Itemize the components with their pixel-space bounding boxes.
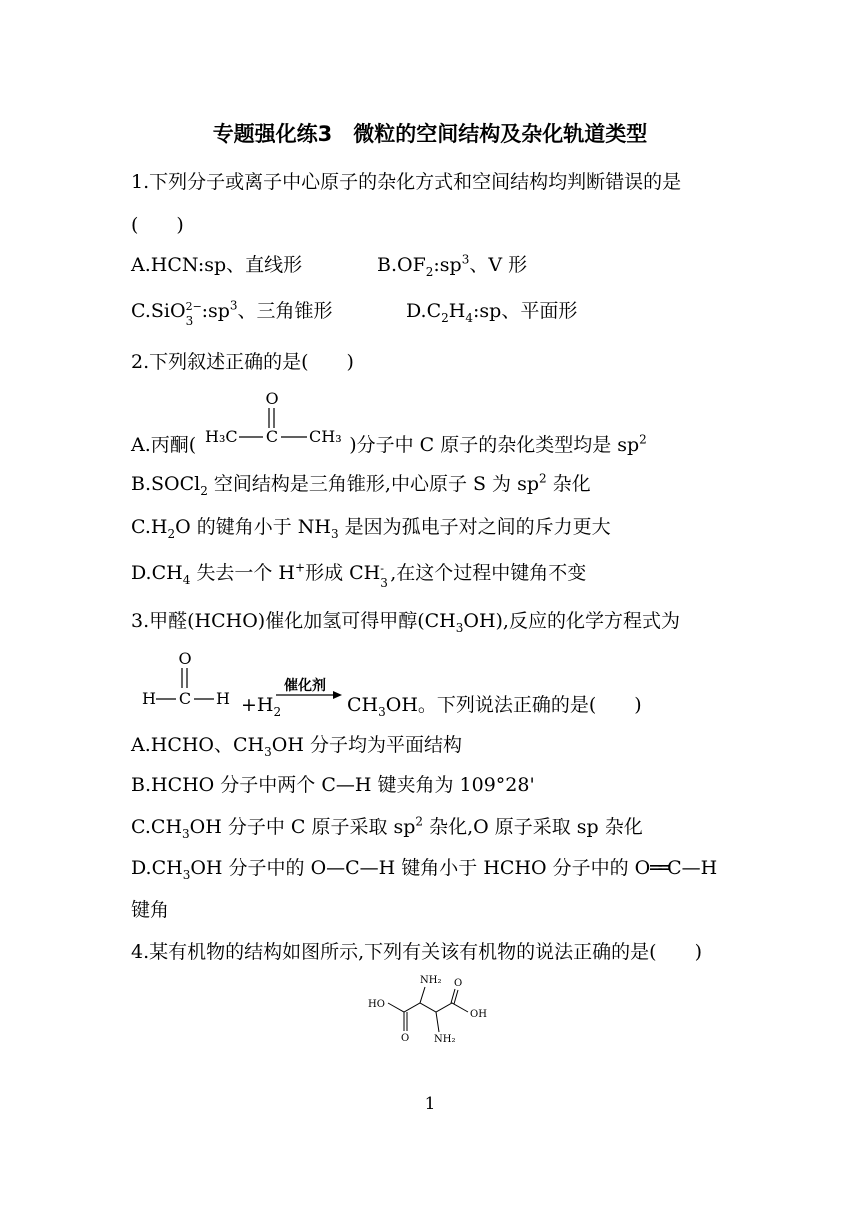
formaldehyde-c: C: [178, 689, 192, 708]
formaldehyde-h-left: H: [142, 689, 156, 708]
q3-equation-product: $CH_3OH$。下列说法正确的是( ): [347, 694, 642, 719]
oh-group: OH: [470, 1009, 487, 1020]
q3-option-b: B.HCHO 分子中两个 C—H 键夹角为 109°28': [131, 774, 535, 796]
q1-answer-paren: ( ): [131, 214, 184, 236]
carbonyl-o-left: O: [401, 1033, 410, 1044]
reaction-arrow: [276, 689, 344, 701]
page-number: 1: [424, 1094, 436, 1114]
q2-option-d: $D.CH_4$ 失去一个 H+形成 CH - 3 ,在这个过程中键角不变: [131, 560, 587, 590]
nh2-bottom: NH₂: [434, 1034, 456, 1045]
formaldehyde-structure: [138, 648, 238, 710]
q3-option-a: A.HCHO、$CH_3OH$ 分子均为平面结构: [131, 734, 462, 759]
ho-group: HO: [368, 999, 385, 1010]
q3-option-d: $D.CH_3OH$ 分子中的 O—C—H 键角小于 HCHO 分子中的 O══C—H: [131, 857, 718, 882]
q2-stem: 2.下列叙述正确的是( ): [131, 351, 354, 373]
acetone-c: C: [265, 427, 279, 446]
q1-option-a: A.HCN:sp、直线形: [131, 254, 303, 276]
q3-equation-h2: $+H_2$: [241, 694, 282, 719]
acetone-ch3: CH₃: [309, 427, 342, 446]
q1-option-c: C.SiO 2− 3 $:sp^3$、三角锥形: [131, 298, 333, 328]
formaldehyde-o: O: [178, 649, 192, 668]
carbonyl-o-right: O: [454, 978, 463, 989]
acetone-h3c: H₃C: [205, 427, 238, 446]
nh2-top: NH₂: [420, 975, 442, 986]
q3-option-d-cont: 键角: [131, 899, 170, 921]
q1-stem: 1.下列分子或离子中心原子的杂化方式和空间结构均判断错误的是: [131, 171, 682, 193]
catalyst-label: 催化剂: [284, 678, 326, 694]
q1-option-d: $D.C_2H_4:sp$、平面形: [406, 300, 578, 325]
acetone-o: O: [265, 389, 279, 408]
acetone-structure: [203, 388, 353, 454]
formaldehyde-h-right: H: [216, 689, 230, 708]
q3-stem: 3.甲醛(HCHO)催化加氢可得甲醇$(CH_3OH)$,反应的化学方程式为: [131, 610, 680, 635]
q2-option-c: $C.H_2O$ 的键角小于 $NH_3$ 是因为孤电子对之间的斥力更大: [131, 516, 611, 541]
q2-option-a: A.丙酮( )分子中 C 原子的杂化类型均是 $sp^2$: [131, 432, 647, 456]
organic-structure: [362, 970, 502, 1046]
page-title: 专题强化练3 微粒的空间结构及杂化轨道类型: [212, 122, 648, 146]
q4-stem: 4.某有机物的结构如图所示,下列有关该有机物的说法正确的是( ): [131, 941, 702, 963]
q3-option-c: $C.CH_3OH$ 分子中 C 原子采取 $sp^2$ 杂化,O 原子采取 sp 杂化: [131, 814, 643, 841]
q1-option-b: $B.OF_2:sp^3$、V 形: [377, 252, 528, 279]
q2-option-b: B.SOCl$_2$ 空间结构是三角锥形,中心原子 S 为 $sp^2$ 杂化: [131, 471, 591, 498]
